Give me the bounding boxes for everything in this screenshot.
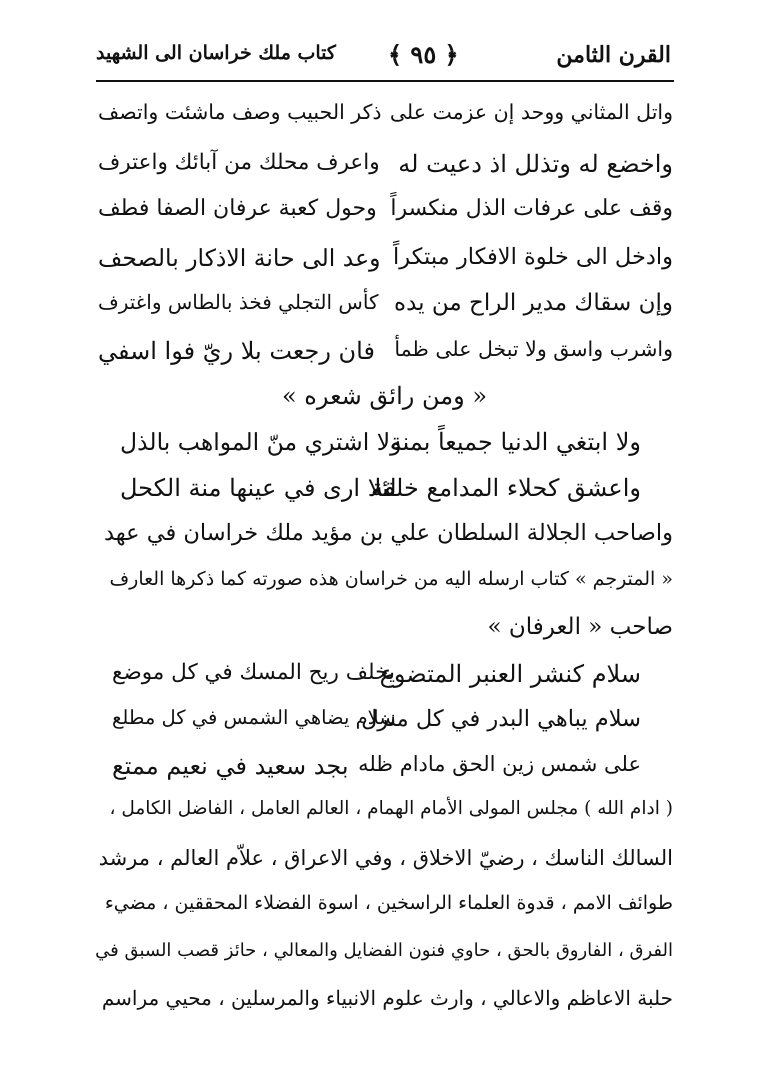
verse-first-hemistich: على شمس زين الحق مادام ظله bbox=[358, 752, 641, 776]
verse-first-hemistich: وادخل الى خلوة الافكار مبتكراً bbox=[392, 244, 673, 270]
verse-first-hemistich: واتل المثاني ووحد إن عزمت على bbox=[389, 100, 673, 124]
prose-line: ( ادام الله ) مجلس المولى الأمام الهمام ، العالم العامل ، الفاضل الكامل ، bbox=[109, 798, 673, 819]
verse-first-hemistich: وإن سقاك مدير الراح من يده bbox=[394, 290, 673, 316]
running-header-century: القرن الثامن bbox=[556, 42, 671, 68]
prose-line: طوائف الامم ، قدوة العلماء الراسخين ، اسوة الفضلاء المحققين ، مضيء bbox=[104, 892, 673, 914]
verse-first-hemistich: واخضع له وتذلل اذ دعيت له bbox=[398, 150, 673, 178]
page-number: ﴿ ٩٥ ﴾ bbox=[388, 40, 459, 69]
verse-first-hemistich: وقف على عرفات الذل منكسراً bbox=[390, 196, 673, 221]
page-header bbox=[96, 38, 671, 78]
verse-first-hemistich: ولا ابتغي الدنيا جميعاً بمنة bbox=[389, 428, 641, 456]
verse-second-hemistich: وعد الى حانة الاذكار بالصحف bbox=[98, 244, 381, 272]
prose-line: الفرق ، الفاروق بالحق ، حاوي فنون الفضايل والمعالي ، حائز قصب السبق في bbox=[95, 940, 673, 961]
verse-second-hemistich: لئلا ارى في عينها منة الكحل bbox=[120, 474, 397, 502]
verse-second-hemistich: ذكر الحبيب وصف ماشئت واتصف bbox=[98, 100, 382, 124]
verse-first-hemistich: واشرب واسق ولا تبخل على ظمأ bbox=[394, 337, 673, 361]
verse-second-hemistich: يخلف ريح المسك في كل موضع bbox=[112, 660, 395, 685]
verse-second-hemistich: فان رجعت بلا ريّ فوا اسفي bbox=[98, 337, 375, 365]
prose-line: واصاحب الجلالة السلطان علي بن مؤيد ملك خراسان في عهد bbox=[103, 520, 673, 546]
verse-second-hemistich: واعرف محلك من آبائك واعترف bbox=[98, 150, 380, 175]
verse-first-hemistich: واعشق كحلاء المدامع خلقة bbox=[371, 474, 641, 502]
verse-first-hemistich: سلام يباهي البدر في كل منزل bbox=[361, 706, 641, 732]
section-title: « ومن رائق شعره » bbox=[281, 382, 488, 410]
verse-second-hemistich: كأس التجلي فخذ بالطاس واغترف bbox=[98, 290, 379, 314]
prose-line: حلبة الاعاظم والاعالي ، وارث علوم الانبياء والمرسلين ، محيي مراسم bbox=[101, 986, 673, 1010]
prose-line: صاحب « العرفان » bbox=[487, 614, 673, 640]
verse-second-hemistich: وحول كعبة عرفان الصفا فطف bbox=[98, 196, 377, 221]
verse-second-hemistich: بجد سعيد في نعيم ممتع bbox=[112, 752, 349, 780]
verse-first-hemistich: سلام كنشر العنبر المتضوع bbox=[379, 660, 641, 688]
running-header-title: كتاب ملك خراسان الى الشهيد bbox=[96, 42, 336, 64]
verse-second-hemistich: ولا اشتري منّ المواهب بالذل bbox=[120, 428, 402, 456]
prose-line: « المترجم » كتاب ارسله اليه من خراسان هذه صورته كما ذكرها العارف bbox=[109, 568, 673, 590]
verse-second-hemistich: سلام يضاهي الشمس في كل مطلع bbox=[112, 706, 396, 729]
prose-line: السالك الناسك ، رضيّ الاخلاق ، وفي الاعراق ، علاّم العالم ، مرشد bbox=[98, 846, 673, 870]
header-rule bbox=[96, 80, 674, 82]
